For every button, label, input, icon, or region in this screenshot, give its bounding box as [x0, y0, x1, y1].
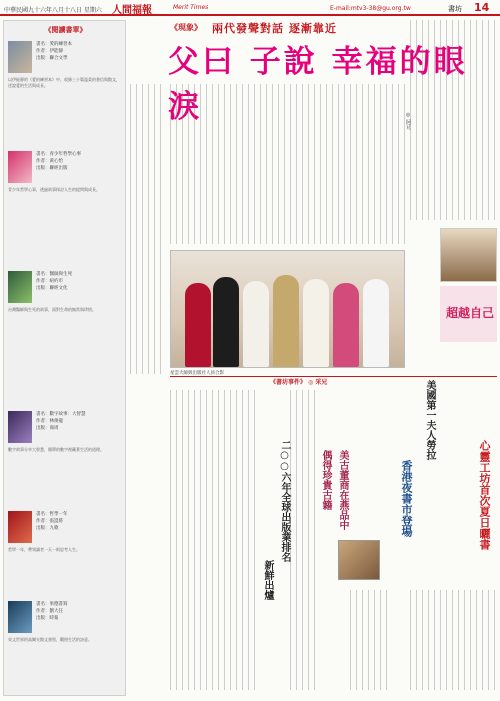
article-headline: 父曰 子說 幸福的眼淚 — [168, 44, 468, 125]
book-blurb: 台灣醫師與生死的故事，面對生命的無常與珍惜。 — [8, 307, 96, 312]
news-headline: 美古董商在燕品中 — [337, 450, 348, 530]
section-divider — [170, 376, 497, 377]
news-photo — [338, 540, 380, 580]
book-blurb: 英文世界的高爾夫散文書寫，觀照生活的詩意。 — [8, 637, 92, 642]
contact-email: E-mail:mtv3-38@gu.org.tw — [330, 5, 411, 12]
page-header — [0, 0, 500, 16]
book-title: 書名：青少年哲學心事 — [36, 152, 81, 157]
news-headline: 偶得珍貴古籍 — [320, 450, 331, 510]
book-publisher: 出版：九歌 — [36, 526, 59, 531]
person-figure — [243, 281, 269, 367]
book-blurb: 哲學一年，帶領讀者一天一則思考人生。 — [8, 547, 80, 552]
book-author: 作者：林俊龍 — [36, 419, 63, 424]
news-body-text — [410, 590, 496, 690]
book-ad-red — [440, 286, 497, 342]
section-name: 書坊 — [448, 5, 462, 13]
book-title: 書名：哲學一年 — [36, 512, 68, 517]
book-publisher: 出版：聯經文化 — [36, 286, 68, 291]
newspaper-logo-en: Merit Times — [173, 4, 209, 11]
issue-date: 中華民國九十六年八月十八日 星期六 — [4, 7, 102, 14]
book-publisher: 出版：時報 — [36, 616, 59, 621]
article-body-text — [170, 84, 405, 244]
photo-caption: 星雲大師與出版社人員合影 — [170, 371, 224, 376]
page-number: 14 — [474, 1, 490, 14]
book-publisher: 出版：聯經出版 — [36, 166, 68, 171]
article-byline: ◎ 阿兄 — [405, 112, 411, 130]
book-title: 書名：數字故事：大智慧 — [36, 412, 86, 417]
news-headline: 新鮮出爐 — [262, 560, 273, 600]
news-body-text — [170, 390, 255, 690]
book-cover-image — [8, 511, 32, 543]
book-author: 作者：劉大任 — [36, 609, 63, 614]
book-author: 作者：紐約市 — [36, 279, 63, 284]
article-subtitle: 兩代發聲對話 逐漸靠近 — [212, 22, 337, 35]
person-figure — [303, 279, 329, 367]
person-figure — [363, 279, 389, 367]
book-cover-image — [8, 271, 32, 303]
book-publisher: 出版：聯合文學 — [36, 56, 68, 61]
book-ad-image — [440, 228, 497, 282]
book-title: 書名：果德書寫 — [36, 602, 68, 607]
person-figure — [213, 277, 239, 367]
book-author: 作者：黃心怡 — [36, 159, 63, 164]
book-cover-image — [8, 601, 32, 633]
book-cover-image — [8, 41, 32, 73]
news-headline: 二○○六年全球出版業排名 — [279, 440, 290, 562]
news-headline: 心靈工坊首次夏日曬書 — [478, 440, 491, 550]
news-body-text — [290, 390, 315, 690]
article-body-text — [410, 20, 496, 220]
person-figure — [273, 275, 299, 367]
book-cover-image — [8, 411, 32, 443]
ad-title: 超越自己 — [446, 306, 495, 320]
person-figure — [185, 283, 211, 367]
group-photo — [170, 250, 405, 368]
book-blurb: 數字故事分享大智慧，簡單的數字裡藏著生活的道理。 — [8, 447, 104, 452]
book-blurb: 青少年哲學心事，透過故事探討人生的提問與成長。 — [8, 187, 100, 192]
book-publisher: 出版：商周 — [36, 426, 59, 431]
news-headline: 香港夜書市登場 — [400, 460, 413, 537]
newspaper-logo: 人間福報 — [112, 5, 152, 16]
reading-list-sidebar — [3, 20, 126, 696]
book-blurb: 以伊能靜的《愛的練習本》中，收錄三十篇溫柔的書信與散文，述說愛的生活與成長。 — [8, 77, 120, 88]
book-author: 作者：張崑將 — [36, 519, 63, 524]
book-title: 書名：醫師與生死 — [36, 272, 72, 277]
news-body-text — [350, 590, 390, 690]
article-body-text — [130, 84, 166, 374]
book-title: 書名：愛的練習本 — [36, 42, 72, 47]
books-news-heading: 《書坊事件》 ◎ 采兄 — [270, 379, 328, 386]
news-headline: 美國第一夫人勞拉 — [424, 380, 435, 460]
book-cover-image — [8, 151, 32, 183]
person-figure — [333, 283, 359, 367]
article-tag: 《現象》 — [170, 23, 202, 32]
book-author: 作者：伊能靜 — [36, 49, 63, 54]
reading-list-heading: 《閱讀書單》 — [44, 26, 87, 34]
